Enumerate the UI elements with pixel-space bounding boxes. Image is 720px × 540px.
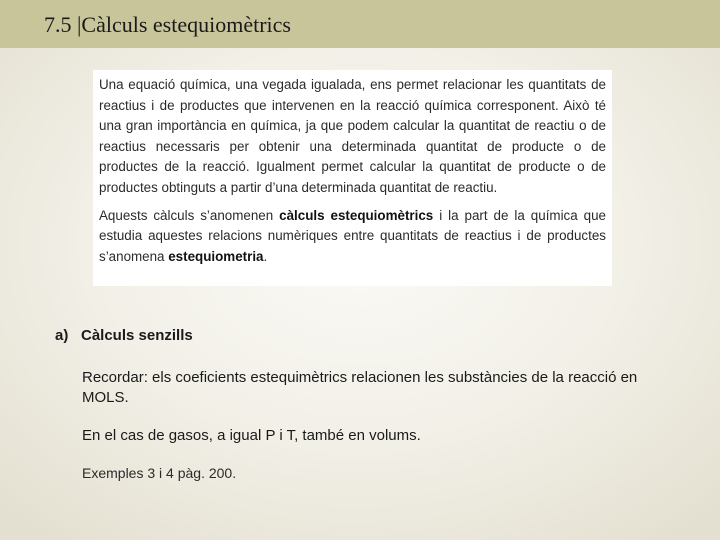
textbook-excerpt [93,70,612,286]
slide-title: 7.5 |Càlculs estequiomètrics [44,12,291,37]
section-marker: a) [55,327,69,344]
excerpt-text: . [263,248,268,264]
excerpt-term-estequiometria: estequiometria [168,248,264,264]
body-text-recordar: Recordar: els coeficients estequimètrics relacionen les substàncies de la reacció en MOLS. [82,369,638,406]
section-heading [55,327,193,344]
excerpt-paragraph-2 [99,206,606,268]
body-text-gasos: En el cas de gasos, a igual P i T, també en volums. [82,427,421,444]
excerpt-text: i la part de la química que estudia aquestes relacions numèriques entre quantitats de reactius i de productes s’anomena [99,207,606,264]
title-bar [0,0,720,48]
excerpt-text: Aquests càlculs s’anomenen [99,207,280,223]
section-heading-text: Càlculs senzills [81,327,193,344]
excerpt-paragraph-1: Una equació química, una vegada igualada, ens permet relacionar les quantitats de reactius i de productes que intervenen en la reacció química corresponent. Això té una gran importància en química, ja que podem calcular la quantitat de reactiu o de reactius necessaris per obtenir una determinada quantitat de producte o de productes de la reacció. Igualment permet calcular la quantitat de producte o de productes obtinguts a partir d’una determinada quantitat de reactiu. [99,77,606,195]
body-text-exemples: Exemples 3 i 4 pàg. 200. [82,465,237,481]
excerpt-term-calculs: càlculs estequiomètrics [279,207,434,223]
